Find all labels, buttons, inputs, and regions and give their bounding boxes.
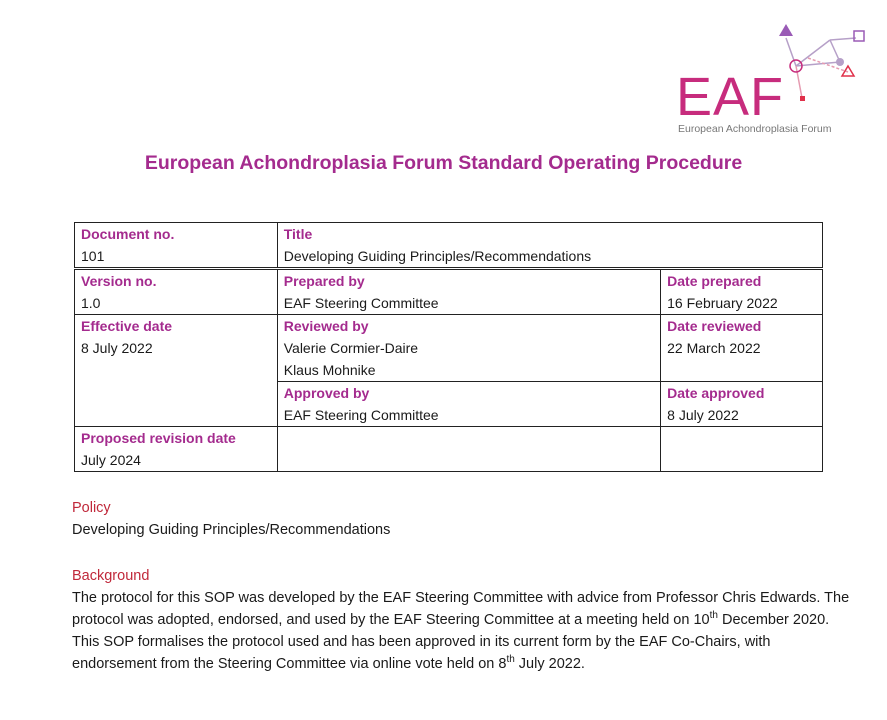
- date-prepared-label: Date prepared: [667, 273, 762, 289]
- effective-date-value: 8 July 2022: [81, 340, 153, 356]
- table-row: [75, 223, 823, 269]
- document-no-label: Document no.: [81, 226, 175, 242]
- date-approved-value: 8 July 2022: [667, 407, 739, 423]
- table-row: [75, 427, 823, 472]
- background-section: [72, 565, 852, 675]
- policy-text: Developing Guiding Principles/Recommendations: [72, 522, 391, 538]
- background-text-1: The protocol for this SOP was developed by the EAF Steering Committee with advice from Professor Chris Edwards. The protocol was adopted, endorsed, and used by the EAF Steering Committee at a meeting held on 10: [72, 590, 850, 628]
- logo-wordmark: EAF: [676, 67, 785, 127]
- revision-date-cell: [75, 427, 278, 472]
- table-row: [75, 269, 823, 315]
- document-info-table: [74, 222, 823, 472]
- revision-date-value: July 2024: [81, 452, 141, 468]
- reviewer-1: Valerie Cormier-Daire: [283, 340, 419, 356]
- version-value: 1.0: [81, 295, 101, 311]
- date-reviewed-label: Date reviewed: [667, 318, 762, 334]
- document-no-value: 101: [81, 248, 105, 264]
- logo-subtitle: European Achondroplasia Forum: [678, 123, 832, 135]
- eaf-logo: [668, 18, 873, 136]
- reviewed-by-cell: [277, 315, 660, 382]
- document-no-cell: [75, 223, 278, 269]
- reviewed-by-label: Reviewed by: [283, 318, 369, 334]
- title-value: Developing Guiding Principles/Recommendations: [283, 248, 592, 264]
- date-reviewed-value: 22 March 2022: [667, 340, 761, 356]
- prepared-by-cell: [277, 269, 660, 315]
- policy-section: [72, 497, 852, 541]
- background-paragraph: [72, 590, 849, 672]
- approved-by-label: Approved by: [283, 385, 370, 401]
- policy-heading: Policy: [72, 500, 111, 516]
- table-row: [75, 315, 823, 382]
- reviewer-2: Klaus Mohnike: [283, 362, 376, 378]
- revision-date-label: Proposed revision date: [81, 430, 236, 446]
- title-label: Title: [283, 226, 313, 242]
- effective-date-label: Effective date: [81, 318, 173, 334]
- ordinal-suffix: th: [506, 654, 515, 666]
- approved-by-value: EAF Steering Committee: [283, 407, 439, 423]
- title-cell: [277, 223, 822, 269]
- page-title: European Achondroplasia Forum Standard Operating Procedure: [144, 152, 743, 174]
- empty-cell: [277, 427, 660, 472]
- ordinal-suffix: th: [709, 610, 718, 622]
- empty-cell: [661, 427, 823, 472]
- prepared-by-label: Prepared by: [283, 273, 365, 289]
- background-text-2: December 2020. This SOP formalises the protocol used and has been approved in its current form by the EAF Co-Chairs, with endorsement from the Steering Committee via online vote held on 8: [72, 612, 830, 672]
- date-prepared-cell: [661, 269, 823, 315]
- date-reviewed-cell: [661, 315, 823, 382]
- date-prepared-value: 16 February 2022: [667, 295, 778, 311]
- background-heading: Background: [72, 568, 150, 584]
- version-label: Version no.: [81, 273, 157, 289]
- background-text-3: July 2022.: [514, 656, 585, 672]
- date-approved-label: Date approved: [667, 385, 765, 401]
- version-cell: [75, 269, 278, 315]
- approved-by-cell: [277, 382, 660, 427]
- date-approved-cell: [661, 382, 823, 427]
- effective-date-cell: [75, 315, 278, 427]
- prepared-by-value: EAF Steering Committee: [283, 295, 439, 311]
